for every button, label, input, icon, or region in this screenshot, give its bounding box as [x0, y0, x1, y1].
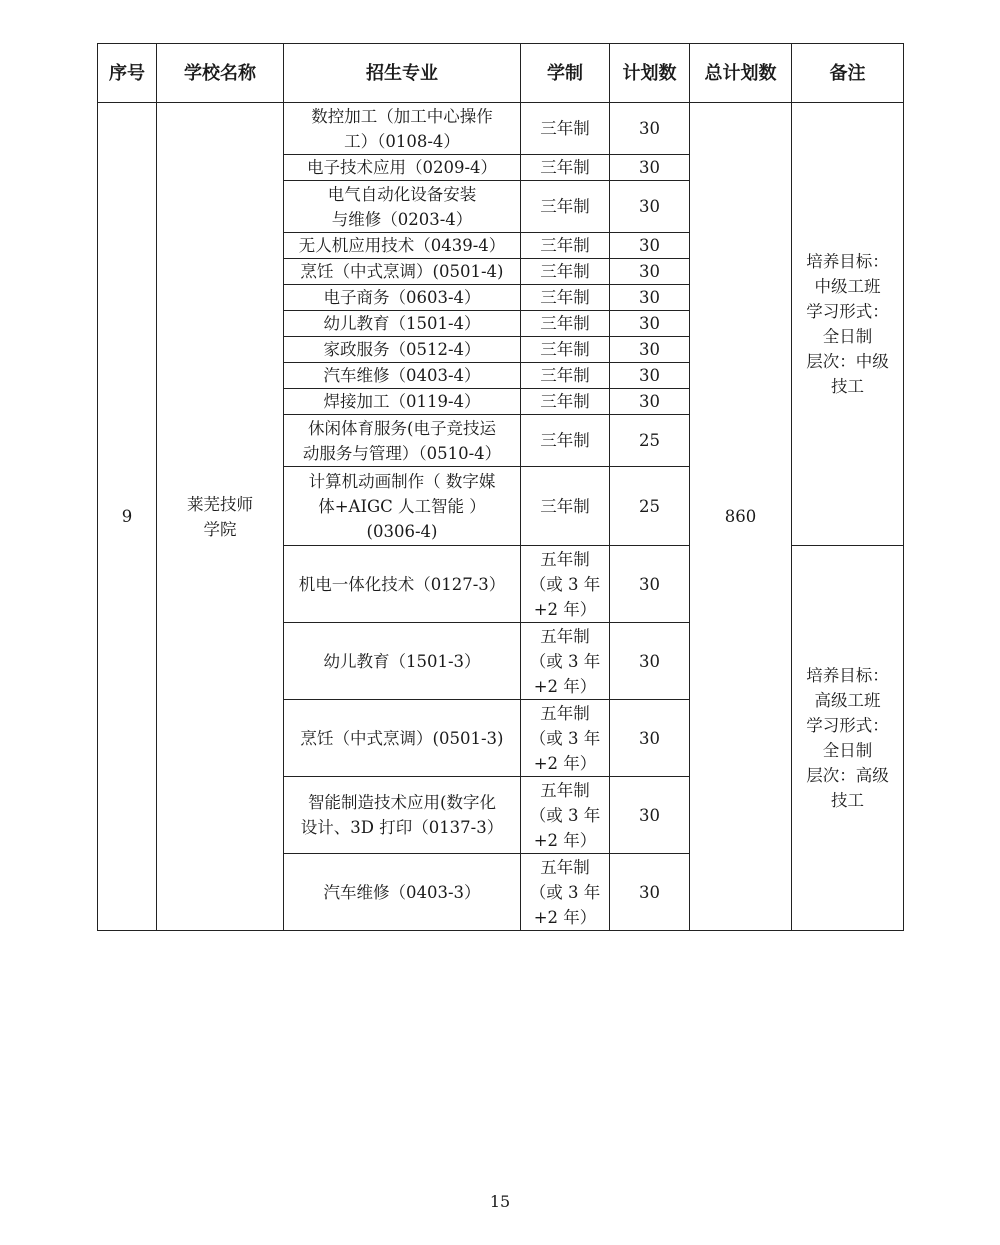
major-count: 30 — [610, 103, 690, 155]
major-count: 25 — [610, 467, 690, 546]
major-system: 三年制 — [521, 233, 610, 259]
notes-advanced: 培养目标： 高级工班 学习形式： 全日制 层次：高级 技工 — [792, 546, 904, 931]
major-name: 智能制造技术应用(数字化 设计、3D 打印（0137-3） — [284, 777, 521, 854]
major-name: 电子技术应用（0209-4） — [284, 155, 521, 181]
major-system: 三年制 — [521, 389, 610, 415]
major-system: 三年制 — [521, 363, 610, 389]
major-name: 焊接加工（0119-4） — [284, 389, 521, 415]
header-major: 招生专业 — [284, 44, 521, 103]
school-seq: 9 — [98, 103, 157, 931]
major-system: 三年制 — [521, 337, 610, 363]
major-count: 30 — [610, 623, 690, 700]
total-plan: 860 — [690, 103, 792, 931]
major-system: 五年制 （或 3 年 +2 年） — [521, 623, 610, 700]
major-count: 30 — [610, 389, 690, 415]
major-name: 电气自动化设备安装 与维修（0203-4） — [284, 181, 521, 233]
major-system: 三年制 — [521, 467, 610, 546]
header-plan-count: 计划数 — [610, 44, 690, 103]
major-count: 30 — [610, 700, 690, 777]
major-system: 五年制 （或 3 年 +2 年） — [521, 700, 610, 777]
major-count: 30 — [610, 337, 690, 363]
header-total-plan: 总计划数 — [690, 44, 792, 103]
header-notes: 备注 — [792, 44, 904, 103]
major-name: 无人机应用技术（0439-4） — [284, 233, 521, 259]
major-count: 30 — [610, 285, 690, 311]
major-name: 数控加工（加工中心操作 工）（0108-4） — [284, 103, 521, 155]
major-name: 汽车维修（0403-4） — [284, 363, 521, 389]
major-name: 计算机动画制作（ 数字媒 体+AIGC 人工智能 ） (0306-4) — [284, 467, 521, 546]
major-name: 机电一体化技术（0127-3） — [284, 546, 521, 623]
major-system: 三年制 — [521, 311, 610, 337]
major-system: 三年制 — [521, 285, 610, 311]
major-name: 休闲体育服务(电子竞技运 动服务与管理）（0510-4） — [284, 415, 521, 467]
major-count: 30 — [610, 155, 690, 181]
header-seq: 序号 — [98, 44, 157, 103]
major-count: 30 — [610, 259, 690, 285]
table-row — [98, 103, 904, 155]
major-name: 烹饪（中式烹调）(0501-3) — [284, 700, 521, 777]
major-system: 五年制 （或 3 年 +2 年） — [521, 777, 610, 854]
major-count: 30 — [610, 181, 690, 233]
major-count: 25 — [610, 415, 690, 467]
header-system: 学制 — [521, 44, 610, 103]
major-count: 30 — [610, 363, 690, 389]
major-system: 三年制 — [521, 259, 610, 285]
major-system: 三年制 — [521, 415, 610, 467]
major-name: 汽车维修（0403-3） — [284, 854, 521, 931]
major-system: 三年制 — [521, 155, 610, 181]
major-name: 幼儿教育（1501-4） — [284, 311, 521, 337]
major-name: 家政服务（0512-4） — [284, 337, 521, 363]
major-name: 烹饪（中式烹调）(0501-4) — [284, 259, 521, 285]
enrollment-plan-table — [97, 43, 904, 931]
major-count: 30 — [610, 233, 690, 259]
major-count: 30 — [610, 311, 690, 337]
major-count: 30 — [610, 546, 690, 623]
school-name: 莱芜技师 学院 — [157, 103, 284, 931]
major-name: 幼儿教育（1501-3） — [284, 623, 521, 700]
major-system: 三年制 — [521, 181, 610, 233]
major-count: 30 — [610, 854, 690, 931]
notes-intermediate: 培养目标： 中级工班 学习形式： 全日制 层次：中级 技工 — [792, 103, 904, 546]
header-school-name: 学校名称 — [157, 44, 284, 103]
major-system: 三年制 — [521, 103, 610, 155]
major-system: 五年制 （或 3 年 +2 年） — [521, 854, 610, 931]
major-count: 30 — [610, 777, 690, 854]
major-name: 电子商务（0603-4） — [284, 285, 521, 311]
page-number: 15 — [489, 1192, 511, 1211]
major-system: 五年制 （或 3 年 +2 年） — [521, 546, 610, 623]
header-row — [98, 44, 904, 103]
